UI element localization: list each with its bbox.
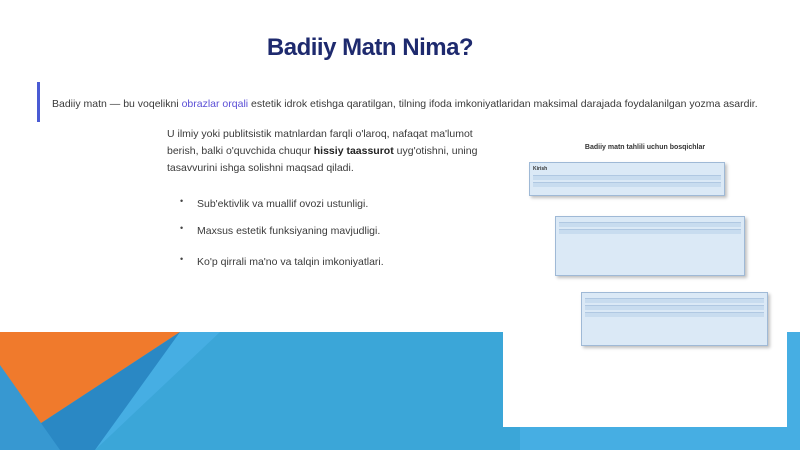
description-paragraph — [167, 126, 492, 177]
analysis-card — [581, 292, 768, 346]
analysis-card — [555, 216, 745, 276]
intro-text-end: estetik idrok etishga qaratilgan, tilning ifoda imkoniyatlaridan maksimal darajada foydalanilgan yozma asardir. — [248, 98, 758, 110]
card-row — [559, 222, 741, 227]
analysis-card — [529, 162, 725, 196]
card-heading: Kirish — [533, 166, 548, 172]
card-row — [533, 182, 721, 187]
feature-list — [180, 198, 500, 268]
feature-item: • Ko'p qirrali ma'no va talqin imkoniyatlari. — [180, 256, 500, 268]
intro-text-start: Badiiy matn — bu voqelikni — [52, 98, 182, 110]
paragraph-start: U ilmiy yoki publitsistik matnlardan farqli o'laroq, nafaqat ma'lumot berish, balki o'quvchida chuqur — [167, 128, 473, 157]
card-row — [585, 312, 764, 317]
analysis-panel — [503, 128, 787, 427]
paragraph-end: uyg'otishni, uning tasavvurini ishga solishni maqsad qiladi. — [167, 145, 478, 174]
card-row — [533, 175, 721, 180]
accent-bar — [37, 82, 40, 122]
card-row — [585, 305, 764, 310]
panel-title: Badiiy matn tahlili uchun bosqichlar — [584, 144, 706, 151]
paragraph-bold: hissiy taassurot — [313, 145, 394, 157]
feature-item: • Maxsus estetik funksiyaning mavjudligi. — [180, 225, 500, 237]
intro-highlight: obrazlar orqali — [181, 98, 249, 110]
feature-item: • Sub'ektivlik va muallif ovozi ustunligi. — [180, 198, 500, 210]
card-row — [559, 229, 741, 234]
intro-text — [52, 98, 792, 110]
card-row — [585, 298, 764, 303]
slide-title: Badiiy Matn Nima? — [266, 34, 474, 61]
